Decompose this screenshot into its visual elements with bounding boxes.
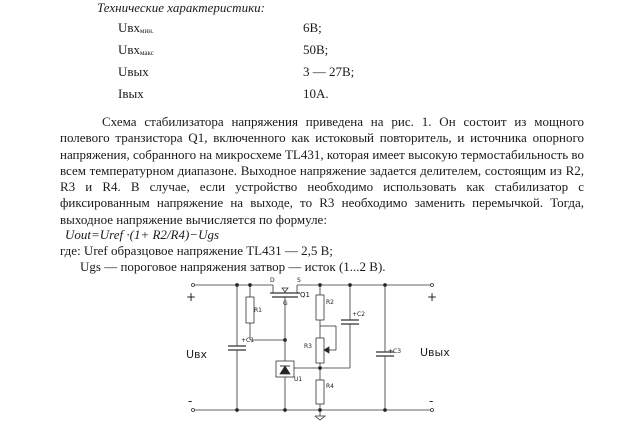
spec-label-uout: Uвых (118, 64, 149, 79)
reference-u1 (276, 361, 320, 412)
label-r3: R3 (304, 343, 312, 350)
output-plus-terminal (431, 284, 434, 287)
spec-label-iout: Iвых (118, 86, 144, 101)
ground-symbol (315, 416, 325, 420)
label-r4: R4 (326, 383, 334, 390)
resistor-r1 (246, 284, 287, 342)
input-plus-terminal (192, 284, 195, 287)
label-source: S (297, 277, 301, 284)
spec-label: Uвх (118, 42, 141, 57)
spec-sub: мин. (140, 27, 154, 35)
label-c2: +C2 (352, 311, 366, 318)
label-r1: R1 (254, 307, 262, 314)
input-minus-terminal (192, 409, 195, 412)
formula: Uout=Uref ·(1+ R2/R4)−Ugs (65, 227, 220, 242)
spec-label: Uвх (118, 20, 141, 35)
output-minus-terminal (431, 409, 434, 412)
label-gate: G (283, 300, 288, 307)
spec-value-iout: 10А. (303, 86, 329, 101)
spec-value-uout: 3 — 27В; (303, 64, 355, 79)
paragraph-text: Схема стабилизатора напряжения приведена на рис. 1. Он состоит из мощного полевого транзистора Q1, включенного как истоковый повторитель, и источника опорного напряжения, собранного на микросхеме TL431, которая имеет высокую термостабильность во всем температурном диапазоне. Выходное напряжение задается делителем, состоящим из R2, R3 и R4. В случае, если устройство необходимо использовать как стабилизатор с фиксированным напряжение на выходе, то R3 необходимо заменить перемычкой. Тогда, выходное напряжение вычисляется по формуле: (60, 114, 584, 227)
output-voltage-label: Uвых (420, 346, 450, 359)
output-plus-label: + (427, 290, 438, 304)
spec-sub: макс (140, 49, 154, 57)
label-q1: Q1 (300, 291, 310, 299)
transistor-q1 (270, 285, 300, 365)
specs-title: Технические характеристики: (97, 0, 265, 15)
formula-where-ugs: Ugs — пороговое напряжения затвор — исток (1...2 В). (80, 259, 386, 274)
input-minus-label: - (188, 394, 193, 408)
label-c3: +C3 (388, 348, 402, 355)
spec-value-uin-max: 50В; (303, 42, 329, 57)
label-c1: +C1 (241, 337, 255, 344)
output-minus-label: - (429, 394, 434, 408)
input-voltage-label: Uвх (186, 348, 208, 361)
capacitor-c1 (228, 284, 246, 412)
spec-value-uin-min: 6В; (303, 20, 322, 35)
input-plus-label: + (186, 290, 197, 304)
label-u1: U1 (294, 376, 303, 383)
formula-where-uref: где: Uref образцовое напряжение TL431 — 2,5 В; (60, 243, 333, 258)
label-drain: D (270, 277, 275, 284)
label-r2: R2 (326, 299, 334, 306)
